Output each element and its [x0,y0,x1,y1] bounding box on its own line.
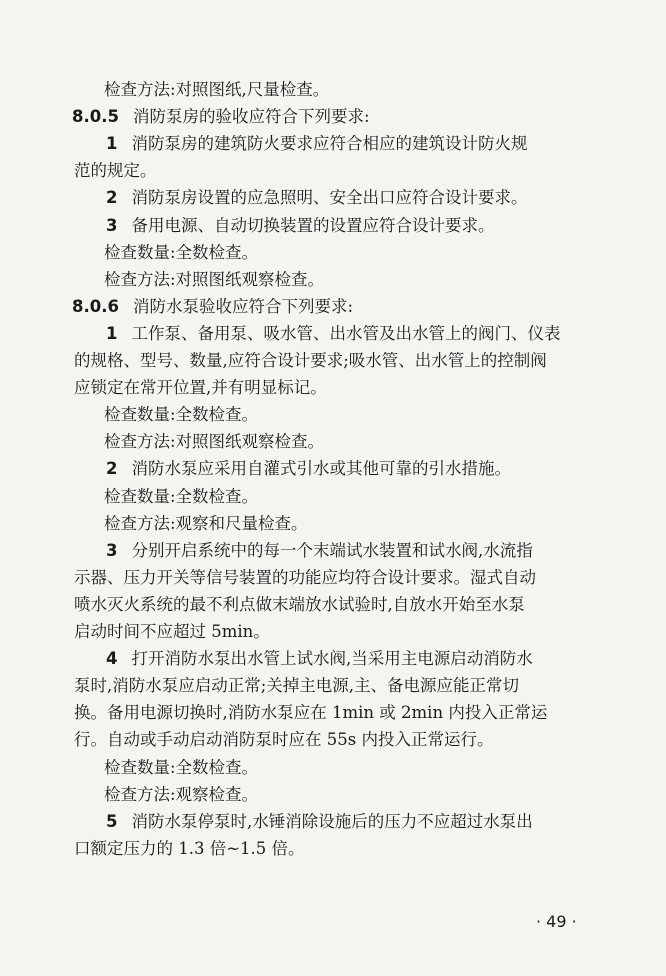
section-text: 消防水泵验收应符合下列要求: [132,296,354,316]
check-quantity-line: 检查数量:全数检查。 [104,405,259,425]
list-item [106,459,626,479]
item-continuation: 口额定压力的 1.3 倍~1.5 倍。 [74,838,305,858]
item-continuation: 换。备用电源切换时,消防水泵应在 1min 或 2min 内投入正常运 [74,703,548,723]
item-number: 1 [106,323,118,343]
section-number: 8.0.5 [72,107,119,127]
section-8-0-5-heading [72,107,592,127]
check-method-line: 检查方法:对照图纸,尺量检查。 [104,80,330,99]
item-text: 打开消防水泵出水管上试水阀,当采用主电源启动消防水 [131,649,533,669]
item-continuation: 启动时间不应超过 5min。 [74,622,270,641]
check-quantity-line: 检查数量:全数检查。 [104,486,259,506]
check-method-line: 检查方法:对照图纸观察检查。 [104,269,325,289]
item-number: 3 [106,215,118,235]
item-number: 3 [106,540,118,560]
item-text: 分别开启系统中的每一个末端试水装置和试水阀,水流指 [131,540,533,560]
check-quantity-line: 检查数量:全数检查。 [104,757,259,777]
item-number: 4 [106,649,118,669]
list-item [106,541,626,561]
item-continuation: 的规格、型号、数量,应符合设计要求;吸水管、出水管上的控制阀 [74,351,547,370]
list-item [106,324,626,344]
check-method-line: 检查方法:对照图纸观察检查。 [104,432,325,452]
item-number: 2 [106,188,118,208]
item-text: 消防泵房设置的应急照明、安全出口应符合设计要求。 [131,188,528,208]
list-item [106,134,626,154]
section-number: 8.0.6 [72,296,119,316]
section-8-0-6-heading [72,297,592,317]
section-text: 消防泵房的验收应符合下列要求: [132,107,370,127]
item-text: 工作泵、备用泵、吸水管、出水管及出水管上的阀门、仪表 [131,323,561,343]
item-number: 1 [106,134,118,154]
list-item [106,216,626,236]
check-quantity-line: 检查数量:全数检查。 [104,242,259,262]
item-text: 消防水泵应采用自灌式引水或其他可靠的引水措施。 [131,459,511,479]
list-item [106,188,626,208]
list-item [106,812,626,832]
item-continuation: 行。自动或手动启动消防泵时应在 55s 内投入正常运行。 [74,730,494,750]
list-item [106,649,626,669]
item-continuation: 喷水灭火系统的最不利点做末端放水试验时,自放水开始至水泵 [74,594,525,614]
item-text: 备用电源、自动切换装置的设置应符合设计要求。 [131,215,495,235]
page-number: · 49 · [536,912,577,931]
item-continuation: 应锁定在常开位置,并有明显标记。 [74,378,327,398]
item-continuation: 泵时,消防水泵应启动正常;关掉主电源,主、备电源应能正常切 [74,676,520,696]
check-method-line: 检查方法:观察和尺量检查。 [104,513,308,533]
item-continuation: 示器、压力开关等信号装置的功能应均符合设计要求。湿式自动 [74,567,536,587]
item-text: 消防泵房的建筑防火要求应符合相应的建筑设计防火规 [131,134,528,154]
item-continuation: 范的规定。 [74,161,157,181]
check-method-line: 检查方法:观察检查。 [104,784,259,804]
item-number: 2 [106,459,118,479]
item-number: 5 [106,811,118,831]
item-text: 消防水泵停泵时,水锤消除设施后的压力不应超过水泵出 [131,811,533,831]
